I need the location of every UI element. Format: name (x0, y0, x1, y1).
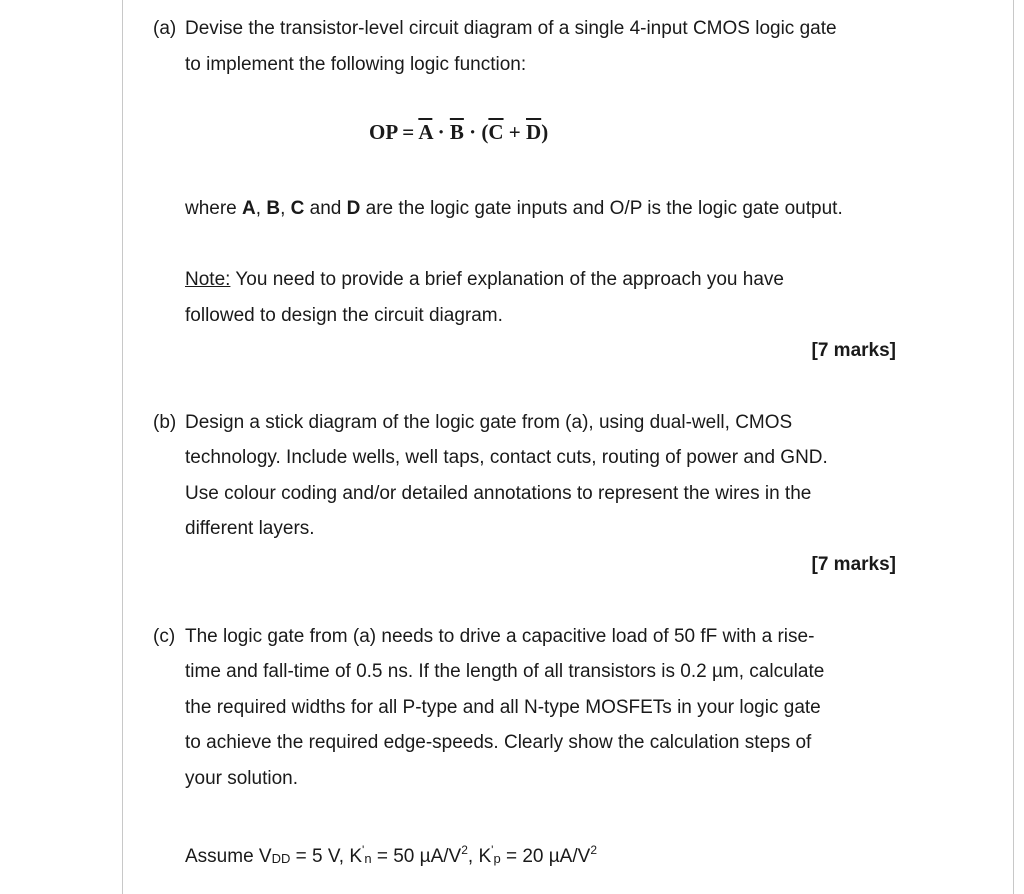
assume-t2: = 5 V, K (290, 846, 363, 867)
assume-n: n (364, 851, 372, 866)
part-a-marks: [7 marks] (811, 340, 896, 361)
eq-a-bar: $\overline{A}$ (418, 120, 433, 144)
part-c-label: (c) (153, 626, 176, 647)
where-d: D (346, 198, 361, 219)
assume-p: p (493, 851, 501, 866)
where-t2: , (255, 198, 267, 219)
assume-line (185, 838, 597, 871)
eq-lhs: OP (369, 120, 398, 144)
part-c-line-2: time and fall-time of 0.5 ns. If the length of all transistors is 0.2 µm, calculate (185, 661, 825, 682)
part-a-line-2: to implement the following logic function: (185, 54, 527, 75)
assume-dd: DD (271, 851, 291, 866)
where-t3: , (280, 198, 291, 219)
eq-close: ) (541, 120, 549, 144)
eq-plus: + (503, 120, 527, 144)
eq-dot-1: · (432, 120, 450, 144)
assume-sq-2: 2 (590, 843, 597, 857)
assume-t4: , K (467, 846, 492, 867)
assume-t1: Assume V (185, 846, 272, 867)
eq-b-bar: $\overline{B}$ (449, 120, 464, 144)
part-c-line-3: the required widths for all P-type and all N-type MOSFETs in your logic gate (185, 697, 821, 718)
where-t5: are the logic gate inputs and O/P is the logic gate output. (360, 198, 843, 219)
assume-kn-prime: ' (362, 843, 365, 857)
assume-t3: = 50 µA/V (371, 846, 462, 867)
part-a-line-1: Devise the transistor-level circuit diagram of a single 4-input CMOS logic gate (185, 18, 837, 39)
part-b-label: (b) (153, 412, 177, 433)
note-label: Note: (185, 269, 231, 290)
part-b-marks: [7 marks] (811, 554, 896, 575)
eq-equals: = (397, 120, 419, 144)
page-left-border (122, 0, 123, 894)
part-b-line-1: Design a stick diagram of the logic gate from (a), using dual-well, CMOS (185, 412, 793, 433)
where-t1: where (185, 198, 243, 219)
eq-c-bar: $\overline{C}$ (488, 120, 504, 144)
note-line-2: followed to design the circuit diagram. (185, 305, 503, 326)
part-c-line-1: The logic gate from (a) needs to drive a capacitive load of 50 fF with a rise- (185, 626, 815, 647)
logic-equation (369, 120, 548, 145)
where-a: A (242, 198, 256, 219)
page-right-border (1013, 0, 1014, 894)
part-b-line-4: different layers. (185, 518, 315, 539)
part-a-label: (a) (153, 18, 177, 39)
assume-kp-prime: ' (491, 843, 494, 857)
where-t4: and (304, 198, 347, 219)
note-line-1 (185, 268, 784, 292)
note-text-1: You need to provide a brief explanation of the approach you have (230, 269, 784, 290)
where-b: B (266, 198, 281, 219)
eq-d-bar: $\overline{D}$ (526, 120, 542, 144)
eq-dot-2: · ( (463, 120, 489, 144)
part-c-line-5: your solution. (185, 768, 299, 789)
part-c-line-4: to achieve the required edge-speeds. Clearly show the calculation steps of (185, 732, 812, 753)
part-b-line-2: technology. Include wells, well taps, contact cuts, routing of power and GND. (185, 447, 828, 468)
where-sentence (185, 197, 843, 221)
part-b-line-3: Use colour coding and/or detailed annotations to represent the wires in the (185, 483, 812, 504)
where-c: C (290, 198, 305, 219)
assume-sq-1: 2 (461, 843, 468, 857)
assume-t5: = 20 µA/V (500, 846, 591, 867)
